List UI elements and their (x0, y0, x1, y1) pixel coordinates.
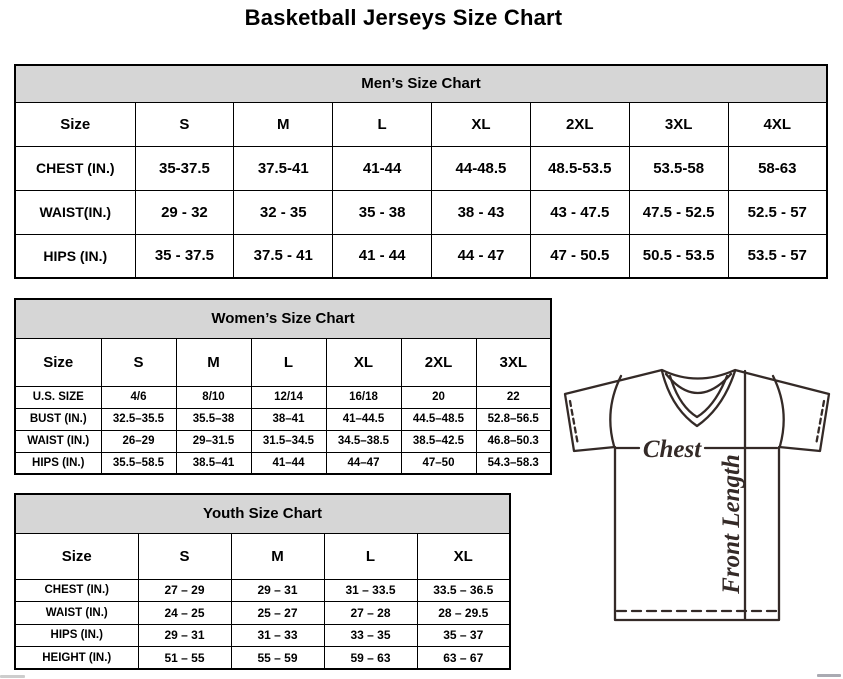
womens-table-title: Women’s Size Chart (15, 299, 551, 338)
cell: 32 - 35 (234, 190, 333, 234)
jersey-outline (565, 370, 829, 620)
cell: 32.5–35.5 (101, 408, 176, 430)
column-header: 4XL (728, 102, 827, 146)
column-header: L (251, 338, 326, 386)
table-row (15, 190, 827, 234)
table-row (15, 386, 551, 408)
cell: 44 - 47 (432, 234, 531, 278)
column-header: 3XL (476, 338, 551, 386)
column-header: 2XL (530, 102, 629, 146)
womens-size-table (14, 298, 552, 475)
cell: 29 - 32 (135, 190, 234, 234)
cell: 34.5–38.5 (326, 430, 401, 452)
row-label: HIPS (IN.) (15, 234, 135, 278)
cell: 35 - 38 (333, 190, 432, 234)
row-label: HIPS (IN.) (15, 452, 101, 474)
cell: 44–47 (326, 452, 401, 474)
cell: 53.5 - 57 (728, 234, 827, 278)
cell: 27 – 28 (324, 602, 417, 625)
table-row (15, 234, 827, 278)
cell: 8/10 (176, 386, 251, 408)
scrollbar-thumb-right[interactable] (817, 674, 841, 677)
cell: 52.5 - 57 (728, 190, 827, 234)
cell: 44-48.5 (432, 146, 531, 190)
row-label: CHEST (IN.) (15, 146, 135, 190)
scrollbar-thumb-left[interactable] (0, 675, 25, 678)
column-header: XL (417, 533, 510, 579)
cell: 16/18 (326, 386, 401, 408)
cell: 28 – 29.5 (417, 602, 510, 625)
cell: 35.5–58.5 (101, 452, 176, 474)
cell: 24 – 25 (138, 602, 231, 625)
cell: 50.5 - 53.5 (629, 234, 728, 278)
column-header: 3XL (629, 102, 728, 146)
cell: 38.5–41 (176, 452, 251, 474)
column-header: XL (432, 102, 531, 146)
cell: 41–44.5 (326, 408, 401, 430)
cell: 35 - 37.5 (135, 234, 234, 278)
column-header: Size (15, 338, 101, 386)
column-header: 2XL (401, 338, 476, 386)
column-header: L (324, 533, 417, 579)
cell: 38–41 (251, 408, 326, 430)
cell: 33.5 – 36.5 (417, 579, 510, 602)
cell: 55 – 59 (231, 647, 324, 670)
cell: 37.5-41 (234, 146, 333, 190)
column-header: XL (326, 338, 401, 386)
cell: 53.5-58 (629, 146, 728, 190)
table-row (15, 602, 510, 625)
column-header: Size (15, 533, 138, 579)
cell: 27 – 29 (138, 579, 231, 602)
cell: 58-63 (728, 146, 827, 190)
row-label: WAIST (IN.) (15, 430, 101, 452)
cell: 46.8–50.3 (476, 430, 551, 452)
row-label: HEIGHT (IN.) (15, 647, 138, 670)
table-row (15, 624, 510, 647)
column-header: S (138, 533, 231, 579)
cell: 47 - 50.5 (530, 234, 629, 278)
column-header: M (231, 533, 324, 579)
cell: 37.5 - 41 (234, 234, 333, 278)
cell: 22 (476, 386, 551, 408)
cell: 38.5–42.5 (401, 430, 476, 452)
cell: 38 - 43 (432, 190, 531, 234)
mens-table-title: Men’s Size Chart (15, 65, 827, 102)
cell: 59 – 63 (324, 647, 417, 670)
table-row (15, 408, 551, 430)
cell: 25 – 27 (231, 602, 324, 625)
cell: 41 - 44 (333, 234, 432, 278)
cell: 47.5 - 52.5 (629, 190, 728, 234)
cell: 35.5–38 (176, 408, 251, 430)
table-row (15, 452, 551, 474)
cell: 35 – 37 (417, 624, 510, 647)
column-header: S (101, 338, 176, 386)
cell: 29–31.5 (176, 430, 251, 452)
chest-label: Chest (642, 436, 702, 463)
table-row (15, 430, 551, 452)
youth-size-table (14, 493, 511, 670)
jersey-measurement-diagram (555, 360, 843, 679)
row-label: CHEST (IN.) (15, 579, 138, 602)
cell: 41-44 (333, 146, 432, 190)
column-header: S (135, 102, 234, 146)
cell: 54.3–58.3 (476, 452, 551, 474)
cell: 52.8–56.5 (476, 408, 551, 430)
column-header: Size (15, 102, 135, 146)
mens-size-table (14, 64, 828, 279)
cell: 20 (401, 386, 476, 408)
cell: 12/14 (251, 386, 326, 408)
cell: 44.5–48.5 (401, 408, 476, 430)
cell: 63 – 67 (417, 647, 510, 670)
cell: 33 – 35 (324, 624, 417, 647)
cell: 29 – 31 (231, 579, 324, 602)
row-label: BUST (IN.) (15, 408, 101, 430)
cell: 4/6 (101, 386, 176, 408)
cell: 43 - 47.5 (530, 190, 629, 234)
cell: 31.5–34.5 (251, 430, 326, 452)
column-header: M (176, 338, 251, 386)
cell: 51 – 55 (138, 647, 231, 670)
cell: 47–50 (401, 452, 476, 474)
page-title: Basketball Jerseys Size Chart (244, 5, 563, 30)
cell: 35-37.5 (135, 146, 234, 190)
cell: 48.5-53.5 (530, 146, 629, 190)
column-header: L (333, 102, 432, 146)
cell: 26–29 (101, 430, 176, 452)
table-row (15, 647, 510, 670)
front-length-label: Front Length (718, 454, 745, 594)
cell: 31 – 33 (231, 624, 324, 647)
row-label: U.S. SIZE (15, 386, 101, 408)
column-header: M (234, 102, 333, 146)
table-row (15, 146, 827, 190)
row-label: WAIST(IN.) (15, 190, 135, 234)
youth-table-title: Youth Size Chart (15, 494, 510, 533)
row-label: HIPS (IN.) (15, 624, 138, 647)
table-row (15, 579, 510, 602)
row-label: WAIST (IN.) (15, 602, 138, 625)
cell: 31 – 33.5 (324, 579, 417, 602)
cell: 41–44 (251, 452, 326, 474)
cell: 29 – 31 (138, 624, 231, 647)
